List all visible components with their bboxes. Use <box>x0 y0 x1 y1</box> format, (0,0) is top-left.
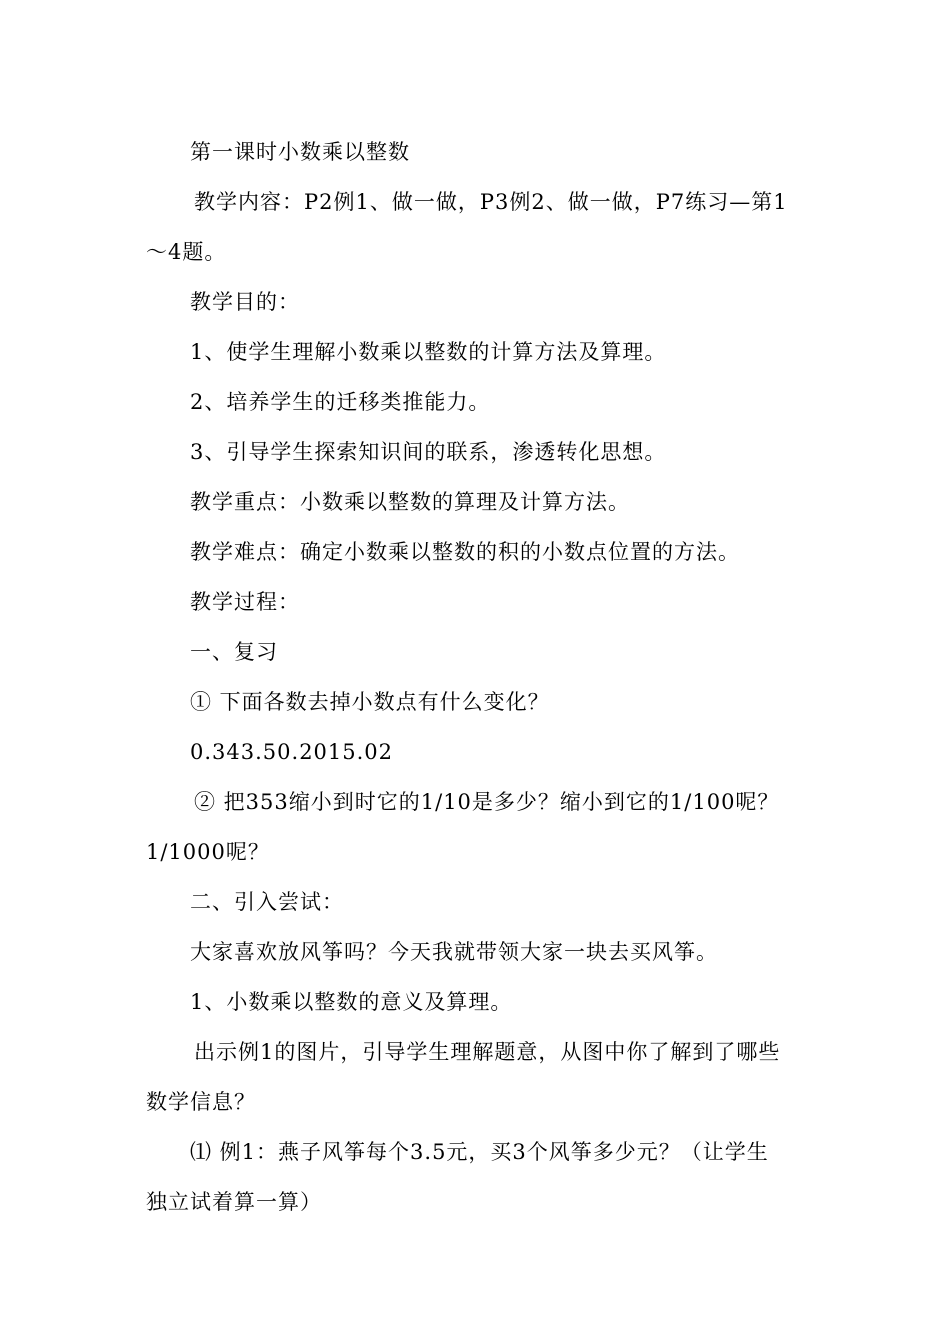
content-paragraph-line-2: ～4题。 <box>146 240 227 264</box>
review-question-1: ① 下面各数去掉小数点有什么变化？ <box>190 690 550 714</box>
objective-item-3: 3、引导学生探索知识间的联系，渗透转化思想。 <box>190 440 667 464</box>
section-intro-heading: 二、引入尝试： <box>190 890 344 914</box>
show-example-line-2: 数学信息？ <box>146 1090 256 1114</box>
section-review-heading: 一、复习 <box>190 640 278 664</box>
objective-item-2: 2、培养学生的迁移类推能力。 <box>190 390 491 414</box>
content-paragraph-line-1: 教学内容：P2例1、做一做，P3例2、做一做，P7练习—第1 <box>194 190 788 214</box>
difficulty: 教学难点：确定小数乘以整数的积的小数点位置的方法。 <box>190 540 740 564</box>
lesson-title: 第一课时小数乘以整数 <box>190 140 410 164</box>
intro-paragraph: 大家喜欢放风筝吗？今天我就带领大家一块去买风筝。 <box>190 940 718 964</box>
review-question-2-line-2: 1/1000呢？ <box>146 840 270 864</box>
process-heading: 教学过程： <box>190 590 300 614</box>
review-question-2-line-1: ② 把353缩小到时它的1/10是多少？缩小到它的1/100呢？ <box>194 790 780 814</box>
example-1-line-1: ⑴ 例1：燕子风筝每个3.5元，买3个风筝多少元？（让学生 <box>190 1140 769 1164</box>
example-1-line-2: 独立试着算一算） <box>146 1190 322 1214</box>
show-example-line-1: 出示例1的图片，引导学生理解题意，从图中你了解到了哪些 <box>194 1040 781 1064</box>
subsection-1-heading: 1、小数乘以整数的意义及算理。 <box>190 990 513 1014</box>
objectives-heading: 教学目的： <box>190 290 300 314</box>
review-numbers: 0.343.50.2015.02 <box>190 740 394 764</box>
key-point: 教学重点：小数乘以整数的算理及计算方法。 <box>190 490 630 514</box>
objective-item-1: 1、使学生理解小数乘以整数的计算方法及算理。 <box>190 340 667 364</box>
